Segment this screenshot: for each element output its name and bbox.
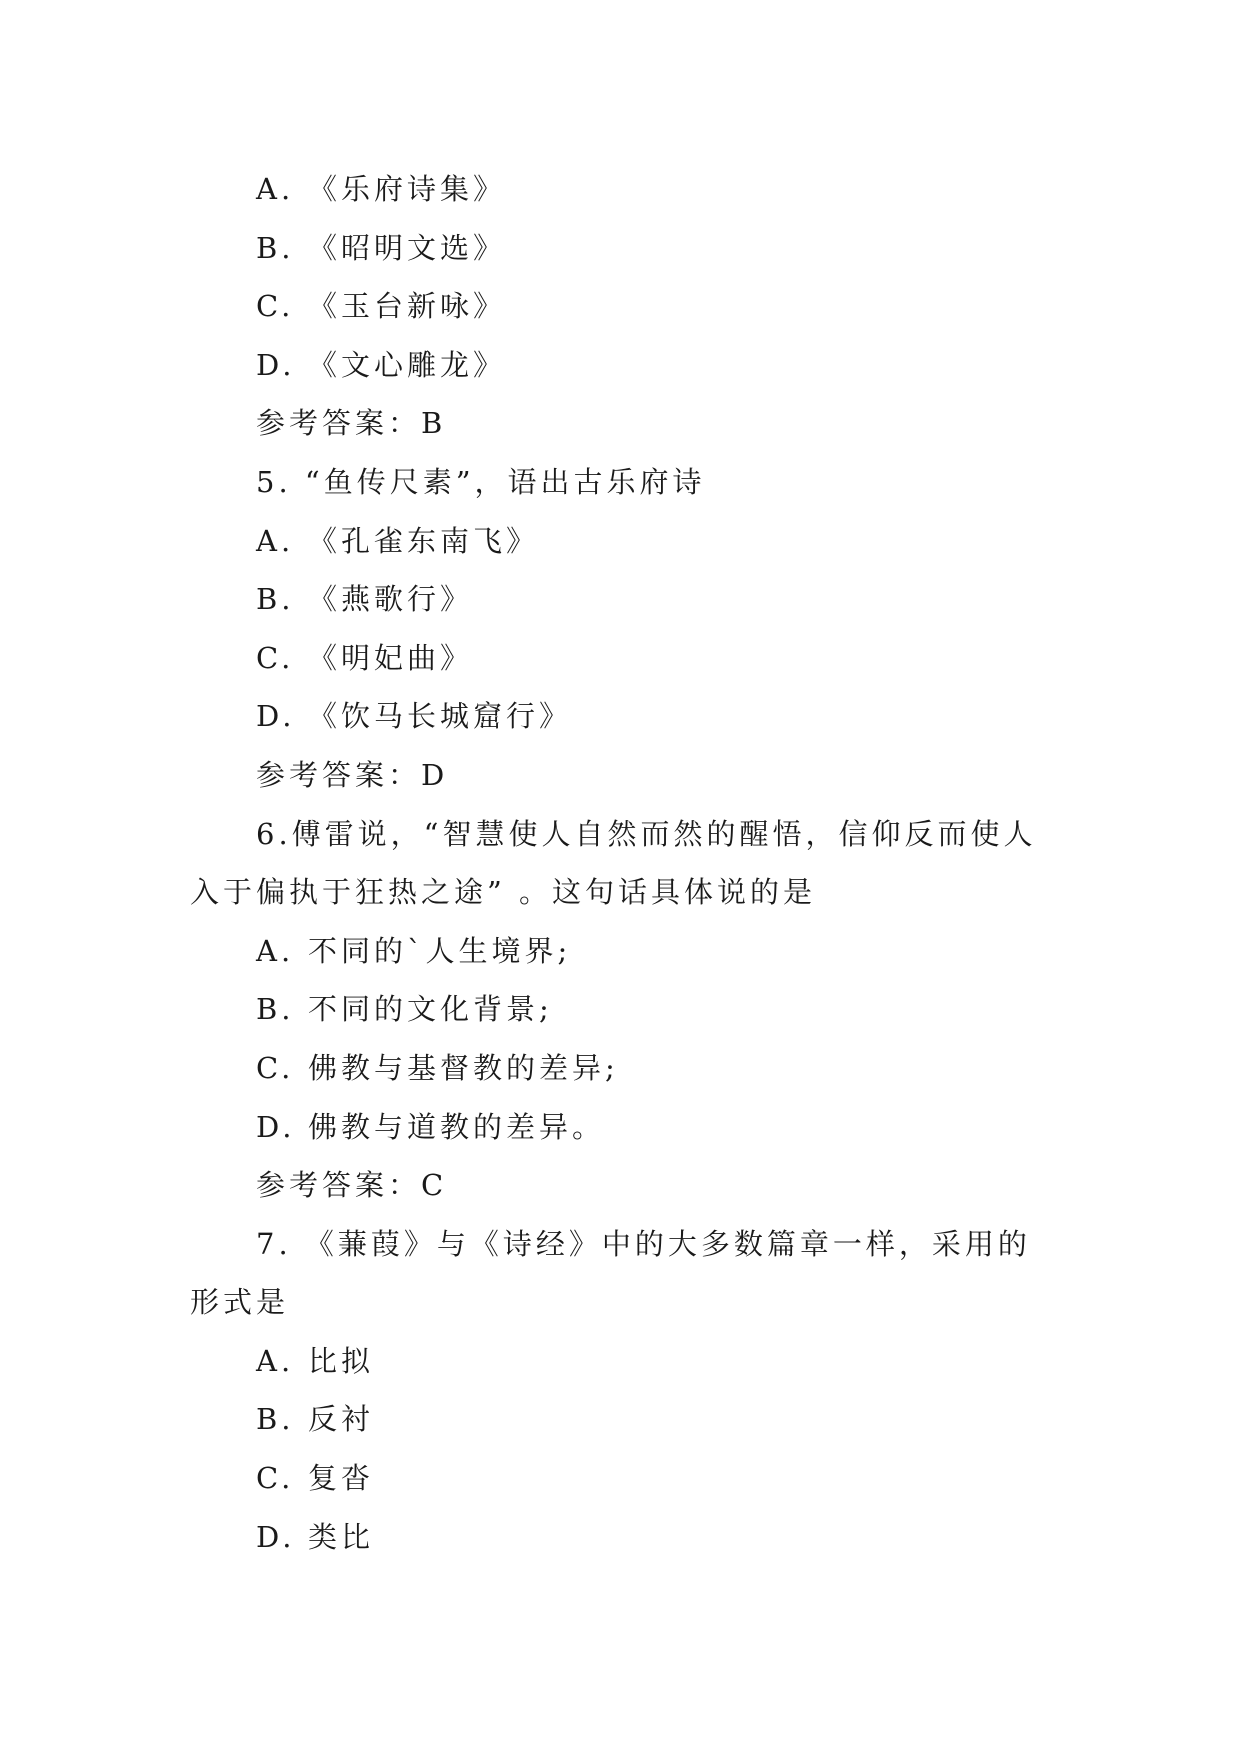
q7-option-d bbox=[190, 1508, 1050, 1567]
option-label: A. bbox=[256, 933, 295, 968]
q5-option-d bbox=[190, 687, 1050, 746]
option-text: 《饮马长城窟行》 bbox=[308, 699, 573, 734]
option-label: C. bbox=[256, 1461, 295, 1496]
q4-answer: 参考答案：B bbox=[256, 406, 447, 441]
option-text: 不同的文化背景; bbox=[308, 992, 553, 1027]
option-text: 《燕歌行》 bbox=[308, 582, 474, 617]
q7-option-b bbox=[190, 1390, 1050, 1449]
option-label: A. bbox=[256, 523, 295, 558]
q6-option-d bbox=[190, 1098, 1050, 1157]
q5-option-a bbox=[190, 512, 1050, 571]
option-label: D. bbox=[256, 1519, 296, 1554]
option-label: C. bbox=[256, 1050, 295, 1085]
q6-option-c bbox=[190, 1039, 1050, 1098]
option-label: A. bbox=[256, 172, 295, 206]
option-label: B. bbox=[256, 582, 295, 617]
option-text: 《明妃曲》 bbox=[308, 640, 474, 675]
option-label: D. bbox=[256, 1109, 296, 1144]
option-text: 佛教与基督教的差异; bbox=[308, 1050, 619, 1085]
option-text: 复沓 bbox=[308, 1461, 375, 1496]
option-text: 反衬 bbox=[308, 1402, 375, 1437]
option-text: 类比 bbox=[308, 1519, 375, 1554]
option-text: 不同的`人生境界; bbox=[308, 933, 572, 968]
option-label: D. bbox=[256, 699, 296, 734]
option-label: B. bbox=[256, 1402, 295, 1437]
option-label: C. bbox=[256, 640, 295, 675]
q7-stem-line-1: 7. 《蒹葭》与《诗经》中的大多数篇章一样，采用的 bbox=[256, 1226, 1031, 1261]
q7-stem-line-2: 形式是 bbox=[190, 1285, 290, 1320]
q6-stem-line-2: 入于偏执于狂热之途” 。这句话具体说的是 bbox=[190, 875, 817, 910]
q5-answer: 参考答案：D bbox=[256, 757, 449, 792]
q5-option-c bbox=[190, 629, 1050, 688]
q7-option-a bbox=[190, 1332, 1050, 1391]
q6-answer: 参考答案：C bbox=[256, 1168, 448, 1203]
q7-option-c bbox=[190, 1449, 1050, 1508]
option-label: B. bbox=[256, 230, 295, 265]
option-label: B. bbox=[256, 992, 295, 1027]
option-text: 《孔雀东南飞》 bbox=[308, 523, 540, 558]
q4-option-d bbox=[190, 336, 1050, 395]
option-text: 佛教与道教的差异。 bbox=[308, 1109, 606, 1144]
q6-option-b bbox=[190, 980, 1050, 1039]
option-text: 《文心雕龙》 bbox=[308, 347, 507, 382]
q6-option-a bbox=[190, 922, 1050, 981]
option-label: A. bbox=[256, 1343, 295, 1378]
option-text: 《乐府诗集》 bbox=[308, 172, 507, 206]
option-label: D. bbox=[256, 347, 296, 382]
q4-option-a bbox=[190, 160, 1050, 219]
q5-stem: 5. “鱼传尺素”，语出古乐府诗 bbox=[256, 464, 706, 499]
option-label: C. bbox=[256, 289, 295, 324]
option-text: 《玉台新咏》 bbox=[308, 289, 507, 324]
option-text: 《昭明文选》 bbox=[308, 230, 507, 265]
q4-option-c bbox=[190, 277, 1050, 336]
question-list bbox=[190, 160, 1050, 1566]
q4-option-b bbox=[190, 219, 1050, 278]
q5-option-b bbox=[190, 570, 1050, 629]
q6-stem-line-1: 6.傅雷说，“智慧使人自然而然的醒悟，信仰反而使人 bbox=[256, 816, 1037, 851]
option-text: 比拟 bbox=[308, 1343, 375, 1378]
